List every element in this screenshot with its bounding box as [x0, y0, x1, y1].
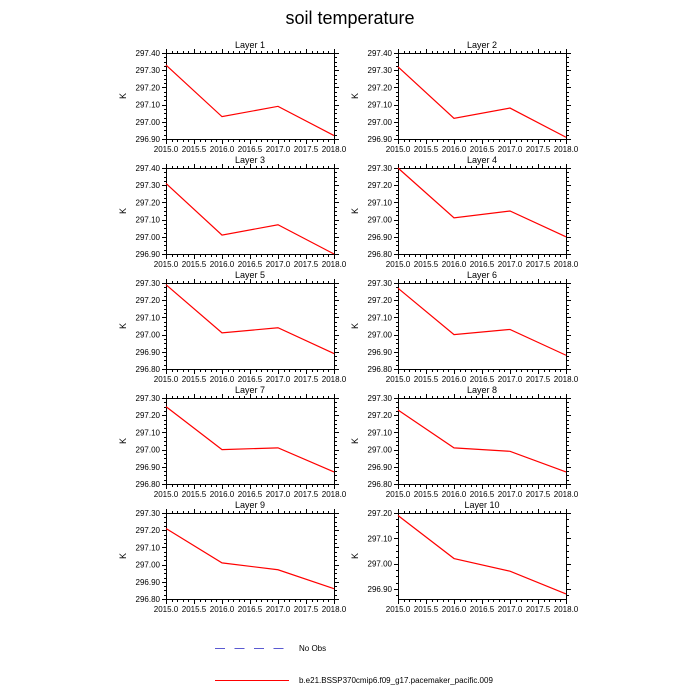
- xtick-label: 2016.5: [237, 375, 263, 384]
- ytick-label: 297.00: [367, 117, 392, 127]
- xtick-label: 2017.0: [265, 145, 291, 154]
- xtick-label: 2016.5: [469, 605, 495, 614]
- chart-title: Layer 7: [234, 385, 266, 395]
- xtick-label: 2017.0: [497, 145, 523, 154]
- ytick-label: 297.10: [135, 428, 160, 438]
- ytick-label: 296.90: [367, 584, 392, 594]
- ytick-label: 297.00: [135, 445, 160, 455]
- xtick-label: 2018.0: [553, 605, 579, 614]
- y-axis-label: K: [350, 437, 360, 445]
- xtick-label: 2018.0: [321, 490, 347, 499]
- ytick-label: 296.90: [367, 232, 392, 242]
- ytick-label: 296.80: [135, 480, 160, 489]
- xtick-label: 2015.5: [181, 375, 207, 384]
- axis-ticks: [394, 394, 571, 489]
- y-axis-label: K: [350, 552, 360, 560]
- xtick-label: 2017.5: [293, 375, 319, 384]
- axis-ticks: [394, 164, 571, 259]
- xtick-label: 2016.0: [209, 490, 235, 499]
- xtick-label: 2018.0: [553, 260, 579, 269]
- ytick-label: 297.20: [367, 83, 392, 93]
- series-line: [398, 168, 566, 237]
- xtick-label: 2016.0: [441, 145, 467, 154]
- series-line: [398, 410, 566, 472]
- ytick-label: 297.00: [135, 117, 160, 127]
- xtick-label: 2017.5: [525, 605, 551, 614]
- xtick-label: 2017.0: [497, 605, 523, 614]
- ytick-label: 297.30: [135, 181, 160, 191]
- xtick-label: 2018.0: [321, 145, 347, 154]
- xtick-label: 2015.5: [413, 145, 439, 154]
- y-axis-label: K: [350, 322, 360, 330]
- ytick-label: 297.30: [367, 394, 392, 403]
- xtick-label: 2016.5: [469, 260, 495, 269]
- xtick-label: 2016.0: [441, 375, 467, 384]
- xtick-label: 2017.0: [265, 490, 291, 499]
- figure-title: soil temperature: [285, 8, 415, 28]
- xtick-label: 2017.5: [525, 260, 551, 269]
- xtick-label: 2017.0: [265, 375, 291, 384]
- chart-layer-4: [350, 155, 579, 269]
- xtick-label: 2016.5: [237, 490, 263, 499]
- ytick-label: 297.30: [367, 164, 392, 173]
- plot-border: [399, 514, 567, 600]
- ytick-label: 297.20: [367, 509, 392, 518]
- chart-layer-3: [118, 155, 347, 269]
- y-axis-label: K: [118, 437, 128, 445]
- plot-border: [167, 514, 335, 600]
- plot-border: [167, 54, 335, 140]
- xtick-label: 2015.0: [385, 375, 411, 384]
- xtick-label: 2015.0: [153, 145, 179, 154]
- series-line: [166, 407, 334, 472]
- ytick-label: 296.90: [135, 577, 160, 587]
- legend-label-no-obs: No Obs: [299, 644, 327, 653]
- ytick-label: 297.30: [135, 279, 160, 288]
- xtick-label: 2015.5: [181, 145, 207, 154]
- ytick-label: 297.40: [135, 49, 160, 58]
- axis-ticks: [394, 509, 571, 604]
- series-line: [166, 65, 334, 136]
- ytick-label: 297.00: [367, 330, 392, 340]
- y-axis-label: K: [118, 207, 128, 215]
- ytick-label: 297.30: [135, 394, 160, 403]
- ytick-label: 297.30: [135, 509, 160, 518]
- ytick-label: 296.80: [367, 365, 392, 374]
- xtick-label: 2016.5: [469, 145, 495, 154]
- ytick-label: 297.40: [135, 164, 160, 173]
- ytick-label: 297.10: [367, 428, 392, 438]
- xtick-label: 2018.0: [553, 375, 579, 384]
- y-axis-label: K: [118, 552, 128, 560]
- legend-entry-series: [214, 675, 493, 686]
- series-line: [166, 528, 334, 588]
- axis-ticks: [162, 49, 339, 144]
- xtick-label: 2017.5: [293, 145, 319, 154]
- chart-title: Layer 9: [234, 500, 266, 510]
- chart-title: Layer 10: [464, 500, 500, 510]
- ytick-label: 297.00: [135, 232, 160, 242]
- ytick-label: 297.10: [367, 198, 392, 208]
- ytick-label: 297.00: [135, 560, 160, 570]
- legend-label-series: b.e21.BSSP370cmip6.f09_g17.pacemaker_pacific.009: [299, 676, 493, 685]
- ytick-label: 297.10: [135, 313, 160, 323]
- xtick-label: 2015.5: [413, 375, 439, 384]
- ytick-label: 297.10: [135, 100, 160, 110]
- axis-ticks: [394, 279, 571, 374]
- xtick-label: 2015.0: [385, 260, 411, 269]
- xtick-label: 2018.0: [321, 260, 347, 269]
- xtick-label: 2015.5: [413, 260, 439, 269]
- xtick-label: 2017.0: [265, 260, 291, 269]
- xtick-label: 2017.5: [293, 260, 319, 269]
- plot-border: [399, 169, 567, 255]
- plot-border: [167, 284, 335, 370]
- series-line: [166, 183, 334, 254]
- series-line: [398, 67, 566, 138]
- chart-title: Layer 3: [234, 155, 266, 165]
- chart-title: Layer 1: [234, 40, 266, 50]
- ytick-label: 296.80: [367, 480, 392, 489]
- ytick-label: 297.30: [367, 66, 392, 76]
- xtick-label: 2016.5: [237, 260, 263, 269]
- ytick-label: 297.20: [135, 411, 160, 421]
- axis-ticks: [162, 394, 339, 489]
- chart-layer-6: [350, 270, 579, 384]
- chart-layer-9: [118, 500, 347, 614]
- xtick-label: 2015.0: [385, 490, 411, 499]
- ytick-label: 296.80: [367, 250, 392, 259]
- chart-layer-7: [118, 385, 347, 499]
- ytick-label: 297.00: [135, 330, 160, 340]
- xtick-label: 2016.0: [209, 375, 235, 384]
- chart-layer-8: [350, 385, 579, 499]
- xtick-label: 2015.0: [153, 260, 179, 269]
- xtick-label: 2015.5: [181, 260, 207, 269]
- plot-border: [399, 284, 567, 370]
- xtick-label: 2018.0: [321, 605, 347, 614]
- ytick-label: 297.10: [135, 543, 160, 553]
- ytick-label: 296.90: [367, 135, 392, 144]
- ytick-label: 296.90: [135, 462, 160, 472]
- axis-ticks: [394, 49, 571, 144]
- series-line: [398, 288, 566, 355]
- xtick-label: 2018.0: [553, 490, 579, 499]
- plot-border: [167, 399, 335, 485]
- chart-title: Layer 5: [234, 270, 266, 280]
- legend-entry-no-obs: [214, 643, 326, 654]
- y-axis-label: K: [350, 92, 360, 100]
- series-line: [166, 285, 334, 354]
- ytick-label: 297.20: [367, 296, 392, 306]
- xtick-label: 2017.5: [525, 490, 551, 499]
- ytick-label: 297.30: [135, 66, 160, 76]
- xtick-label: 2016.0: [209, 260, 235, 269]
- xtick-label: 2017.5: [525, 145, 551, 154]
- no-obs-line-sample: [214, 643, 290, 654]
- xtick-label: 2016.5: [237, 145, 263, 154]
- ytick-label: 296.90: [135, 250, 160, 259]
- xtick-label: 2016.0: [441, 260, 467, 269]
- ytick-label: 297.10: [367, 534, 392, 544]
- ytick-label: 297.20: [135, 198, 160, 208]
- ytick-label: 297.00: [367, 215, 392, 225]
- xtick-label: 2015.5: [181, 490, 207, 499]
- xtick-label: 2016.5: [469, 490, 495, 499]
- xtick-label: 2016.0: [209, 605, 235, 614]
- ytick-label: 296.90: [367, 462, 392, 472]
- plot-border: [399, 54, 567, 140]
- chart-title: Layer 4: [466, 155, 498, 165]
- ytick-label: 297.00: [367, 559, 392, 569]
- axis-ticks: [162, 164, 339, 259]
- xtick-label: 2016.0: [441, 605, 467, 614]
- xtick-label: 2017.0: [265, 605, 291, 614]
- y-axis-label: K: [350, 207, 360, 215]
- xtick-label: 2017.5: [293, 490, 319, 499]
- ytick-label: 296.80: [135, 595, 160, 604]
- xtick-label: 2015.0: [385, 145, 411, 154]
- ytick-label: 297.30: [367, 279, 392, 288]
- axis-ticks: [162, 509, 339, 604]
- xtick-label: 2015.5: [181, 605, 207, 614]
- xtick-label: 2017.5: [525, 375, 551, 384]
- series-line: [398, 516, 566, 594]
- ytick-label: 297.10: [367, 313, 392, 323]
- series-line-sample: [214, 675, 290, 686]
- ytick-label: 297.10: [367, 100, 392, 110]
- xtick-label: 2017.5: [293, 605, 319, 614]
- xtick-label: 2017.0: [497, 375, 523, 384]
- xtick-label: 2016.0: [209, 145, 235, 154]
- ytick-label: 297.40: [367, 49, 392, 58]
- y-axis-label: K: [118, 322, 128, 330]
- ytick-label: 296.90: [135, 135, 160, 144]
- chart-layer-2: [350, 40, 579, 154]
- xtick-label: 2015.0: [153, 605, 179, 614]
- ytick-label: 297.20: [135, 526, 160, 536]
- xtick-label: 2016.5: [237, 605, 263, 614]
- ytick-label: 296.90: [135, 347, 160, 357]
- xtick-label: 2015.0: [153, 490, 179, 499]
- chart-title: Layer 2: [466, 40, 498, 50]
- chart-layer-1: [118, 40, 347, 154]
- xtick-label: 2016.5: [469, 375, 495, 384]
- ytick-label: 297.10: [135, 215, 160, 225]
- xtick-label: 2015.0: [153, 375, 179, 384]
- ytick-label: 297.20: [135, 296, 160, 306]
- xtick-label: 2017.0: [497, 490, 523, 499]
- ytick-label: 297.00: [367, 445, 392, 455]
- axis-ticks: [162, 279, 339, 374]
- y-axis-label: K: [118, 92, 128, 100]
- ytick-label: 296.90: [367, 347, 392, 357]
- xtick-label: 2018.0: [321, 375, 347, 384]
- xtick-label: 2016.0: [441, 490, 467, 499]
- chart-layer-10: [350, 500, 579, 614]
- chart-layer-5: [118, 270, 347, 384]
- ytick-label: 297.20: [367, 411, 392, 421]
- chart-title: Layer 8: [466, 385, 498, 395]
- ytick-label: 297.20: [367, 181, 392, 191]
- plot-border: [399, 399, 567, 485]
- xtick-label: 2015.5: [413, 605, 439, 614]
- ytick-label: 296.80: [135, 365, 160, 374]
- chart-title: Layer 6: [466, 270, 498, 280]
- ytick-label: 297.20: [135, 83, 160, 93]
- xtick-label: 2018.0: [553, 145, 579, 154]
- xtick-label: 2015.5: [413, 490, 439, 499]
- xtick-label: 2017.0: [497, 260, 523, 269]
- xtick-label: 2015.0: [385, 605, 411, 614]
